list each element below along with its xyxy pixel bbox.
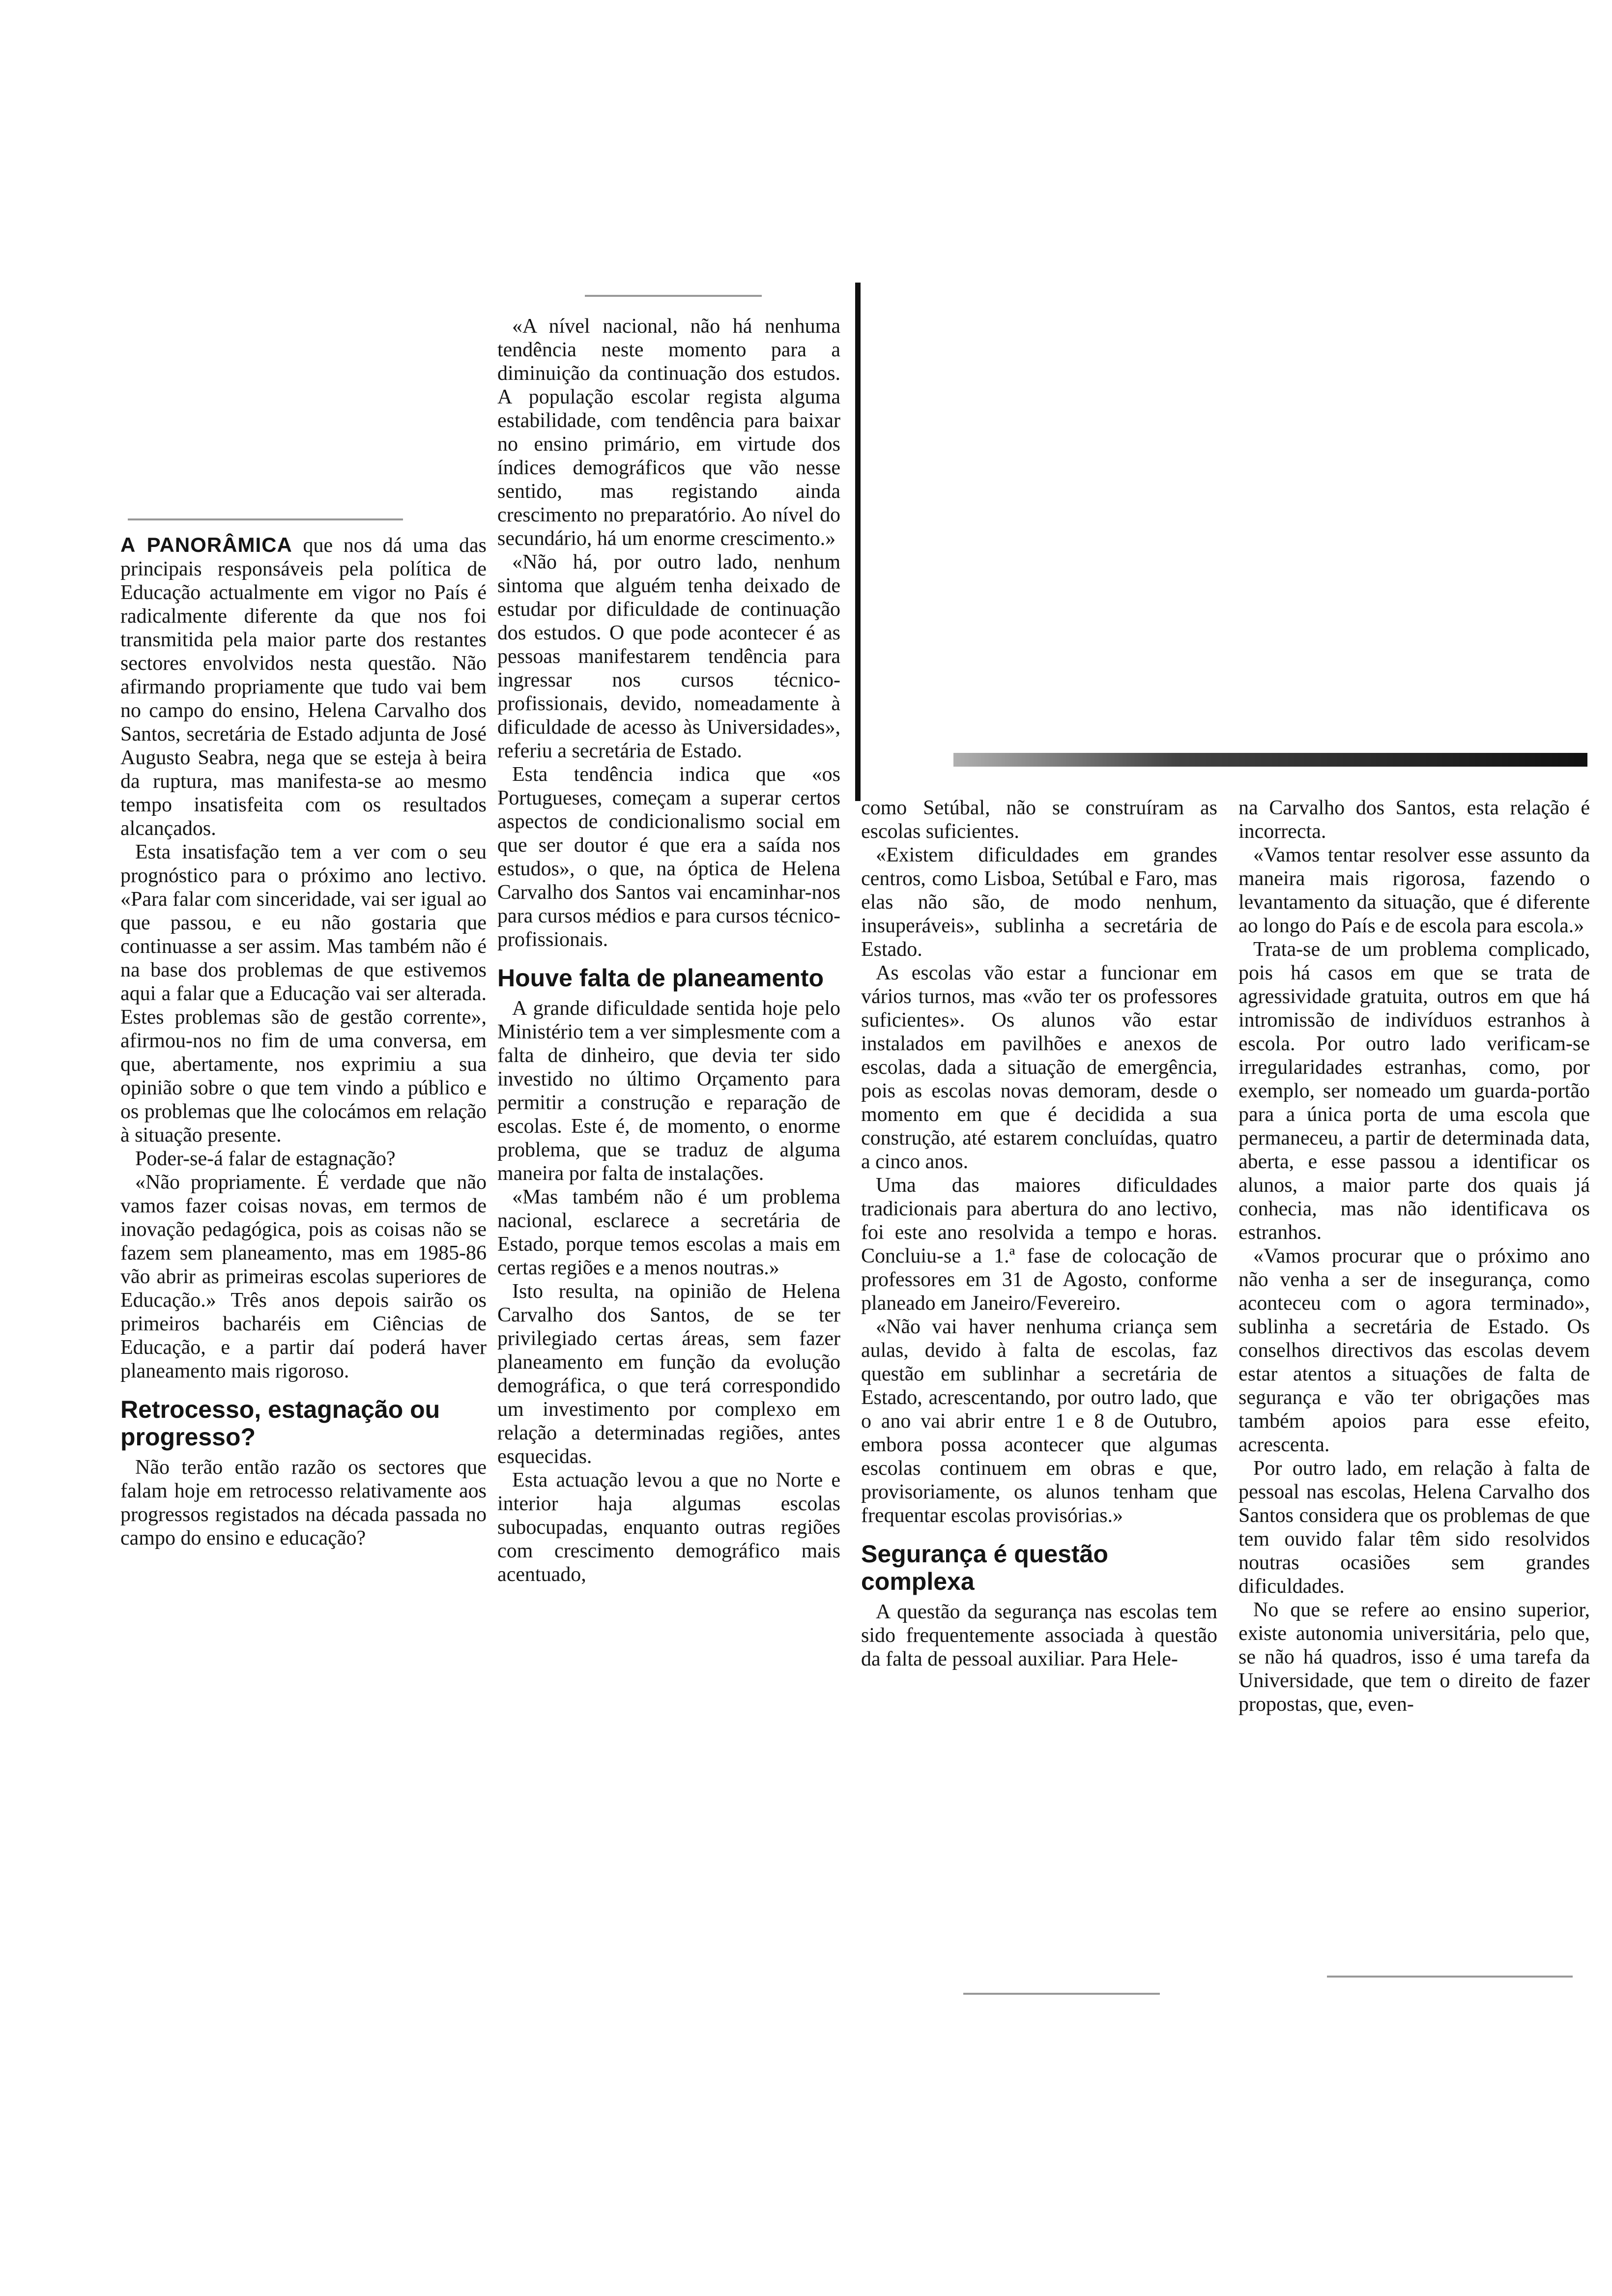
column-divider-vertical — [855, 283, 861, 801]
paragraph: No que se refere ao ensino superior, existe autonomia universitária, pelo que, se não há quadros, isso é uma tarefa da Universidade, que tem o direito de fazer propostas, que, even- — [1238, 1599, 1590, 1716]
paragraph: As escolas vão estar a funcionar em vários turnos, mas «vão ter os professores suficientes». Os alunos vão estar instalados em pavilhões e anexos de escolas, dada a situação de emergência, pois as escolas novas demoram, desde o momento em que é decidida a sua construção, até estarem concluídas, quatro a cinco anos. — [861, 962, 1217, 1173]
paragraph: «Vamos procurar que o próximo ano não venha a ser de insegurança, como aconteceu com o agora terminado», sublinha a secretária de Estado. Os conselhos directivos das escolas devem estar atentos a situações de falta de segurança e vão ter obrigações mas também apoios para esse efeito, acrescenta. — [1238, 1245, 1590, 1456]
paragraph: «Existem dificuldades em grandes centros, como Lisboa, Setúbal e Faro, mas elas não são, de modo nenhum, insuperáveis», sublinha a secretária de Estado. — [861, 844, 1217, 961]
subheading-retrocesso: Retrocesso, estagnação ou progresso? — [120, 1396, 440, 1451]
paragraph: Por outro lado, em relação à falta de pessoal nas escolas, Helena Carvalho dos Santos considera que os problemas de que tem ouvido falar têm sido resolvidos noutras ocasiões sem grandes dificuldades. — [1238, 1457, 1590, 1598]
column-divider-horizontal — [953, 753, 1587, 767]
paragraph: Uma das maiores dificuldades tradicionais para abertura do ano lectivo, foi este ano resolvida a tempo e horas. Concluiu-se a 1.ª fase de colocação de professores em 31 de Agosto, conforme planeado em Janeiro/Fevereiro. — [861, 1174, 1217, 1315]
paragraph: Não terão então razão os sectores que falam hoje em retrocesso relativamente aos progressos registados na década passada no campo do ensino e educação? — [120, 1456, 487, 1550]
subheading-seguranca: Segurança é questão complexa — [861, 1540, 1108, 1595]
paragraph: Trata-se de um problema complicado, pois há casos em que se trata de agressividade gratuita, outros em que há intromissão de indivíduos estranhos à escola. Por outro lado verificam-se irregularidades estranhas, como, por exemplo, ser nomeado um guarda-portão para a única porta de uma escola que permaneceu, a partir de determinada data, aberta, e esse passou a identificar os alunos, a maior parte dos quais já conhecia, mas não identificava os estranhos. — [1238, 938, 1590, 1244]
paragraph: Esta actuação levou a que no Norte e interior haja algumas escolas subocupadas, enquanto outras regiões com crescimento demográfico mais acentuado, — [497, 1469, 840, 1586]
paragraph: A grande dificuldade sentida hoje pelo Ministério tem a ver simplesmente com a falta de dinheiro, que devia ter sido investido no último Orçamento para permitir a construção e reparação de escolas. Este é, de momento, o enorme problema, que se traduz de alguma maneira por falta de instalações. — [497, 997, 840, 1185]
lead-paragraph — [120, 533, 487, 840]
paragraph: na Carvalho dos Santos, esta relação é incorrecta. — [1238, 797, 1590, 843]
paragraph: Esta tendência indica que «os Portugueses, começam a superar certos aspectos de condicionalismo social em que ser doutor é que era a saída nos estudos», o que, na óptica de Helena Carvalho dos Santos vai encaminhar-nos para cursos médios e para cursos técnico-profissionais. — [497, 763, 840, 951]
scan-mark — [585, 295, 762, 297]
paragraph: «Vamos tentar resolver esse assunto da maneira mais rigorosa, fazendo o levantamento da situação, que é diferente ao longo do País e de escola para escola.» — [1238, 844, 1590, 937]
paragraph: «Não propriamente. É verdade que não vamos fazer coisas novas, em termos de inovação pedagógica, pois as coisas não se fazem sem planeamento, mas em 1985-86 vão abrir as primeiras escolas superiores de Educação.» Três anos depois sairão os primeiros bacharéis em Ciências de Educação, e a partir daí poderá haver planeamento mais rigoroso. — [120, 1171, 487, 1382]
paragraph: Poder-se-á falar de estagnação? — [135, 1148, 396, 1170]
scan-mark — [963, 1993, 1160, 1995]
paragraph: Isto resulta, na opinião de Helena Carvalho dos Santos, de se ter privilegiado certas áreas, sem fazer planeamento em função da evolução demográfica, o que terá correspondido um investimento por complexo em relação a determinadas regiões, antes esquecidas. — [497, 1280, 840, 1468]
lead-text: que nos dá uma das principais responsáveis pela política de Educação actualmente em vigor no País é radicalmente diferente da que nos foi transmitida pela maior parte dos restantes sectores envolvidos nesta questão. Não afirmando propriamente que tudo vai bem no campo do ensino, Helena Carvalho dos Santos, secretária de Estado adjunta de José Augusto Seabra, nega que se esteja à beira da ruptura, mas manifesta-se ao mesmo tempo insatisfeita com os resultados alcançados. — [120, 534, 487, 840]
scan-mark — [128, 518, 403, 520]
lead-word: A PANORÂMICA — [120, 533, 292, 556]
paragraph: como Setúbal, não se construíram as escolas suficientes. — [861, 797, 1217, 843]
paragraph: Esta insatisfação tem a ver com o seu prognóstico para o próximo ano lectivo. «Para falar com sinceridade, vai ser igual ao que passou, e eu não gostaria que continuasse a ser assim. Mas também não é na base dos problemas de que estivemos aqui a falar que a Educação vai ser alterada. Estes problemas são de gestão corrente», afirmou-nos no fim de uma conversa, em que, abertamente, nos exprimiu a sua opinião sobre o que tem vindo a público e os problemas que lhe colocámos em relação à situação presente. — [120, 841, 487, 1147]
subheading-planeamento: Houve falta de planeamento — [497, 964, 824, 992]
article-column-3 — [861, 796, 1217, 1985]
article-column-2 — [497, 315, 840, 1995]
article-column-4 — [1238, 796, 1590, 1985]
paragraph: «A nível nacional, não há nenhuma tendência neste momento para a diminuição da continuação dos estudos. A população escolar regista alguma estabilidade, com tendência para baixar no ensino primário, em virtude dos índices demográficos que vão nesse sentido, mas registando ainda crescimento no preparatório. Ao nível do secundário, há um enorme crescimento.» — [497, 315, 840, 550]
paragraph: «Não há, por outro lado, nenhum sintoma que alguém tenha deixado de estudar por dificuldade de continuação dos estudos. O que pode acontecer é as pessoas manifestarem tendência para ingressar nos cursos técnico-profissionais, devido, nomeadamente à dificuldade de acesso às Universidades», referiu a secretária de Estado. — [497, 551, 840, 762]
paragraph: A questão da segurança nas escolas tem sido frequentemente associada à questão da falta de pessoal auxiliar. Para Hele- — [861, 1601, 1217, 1670]
paragraph: «Não vai haver nenhuma criança sem aulas, devido à falta de escolas, faz questão em sublinhar a secretária de Estado, acrescentando, por outro lado, que o ano vai abrir entre 1 e 8 de Outubro, embora possa acontecer que algumas escolas continuem em obras e que, provisoriamente, os alunos tenham que frequentar escolas provisórias.» — [861, 1316, 1217, 1527]
paragraph: «Mas também não é um problema nacional, esclarece a secretária de Estado, porque temos escolas a mais em certas regiões e a menos noutras.» — [497, 1186, 840, 1279]
article-column-1 — [120, 533, 487, 2003]
